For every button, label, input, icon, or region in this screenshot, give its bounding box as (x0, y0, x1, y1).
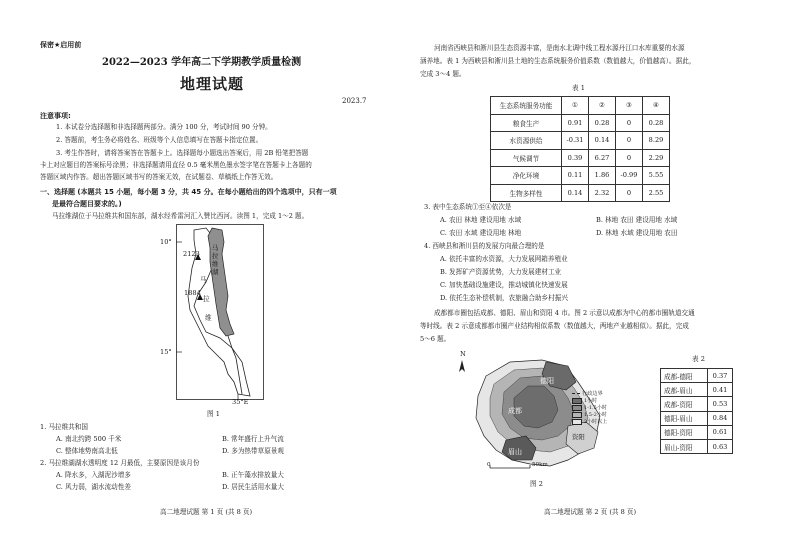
legend-label: 1小时 (584, 398, 598, 404)
note-line: 1. 本试卷分选择题和非选择题两部分。满分 100 分，考试时间 90 分钟。 (56, 123, 272, 131)
country-label: 维 (205, 314, 212, 322)
section-heading: 一、选择题 (本题共 15 小题，每小题 3 分，共 45 分。在每小题给出的四个选项中，只有一项 (40, 188, 337, 196)
table-row (491, 149, 670, 167)
legend-swatch (572, 393, 580, 394)
q4-option-b[interactable]: B. 发挥矿产资源优势，大力发展建材工业 (440, 268, 562, 276)
figure-caption: 图 1 (207, 410, 220, 418)
q3-option-c[interactable]: C. 农田 水域 建设用地 林地 (440, 229, 522, 237)
city-label: 成都 (508, 407, 522, 415)
q3-option-a[interactable]: A. 农田 林地 建设用地 水域 (440, 216, 522, 224)
lat-label-bottom: 15° (160, 348, 172, 356)
q2-option-a[interactable]: A. 降水多，入湖泥沙增多 (56, 471, 131, 479)
table-header-cell: ④ (643, 97, 670, 115)
map-legend (572, 389, 618, 425)
note-line: 答题区域内作答。超出答题区域书写的答案无效，在试题卷、草稿纸上作答无效。 (40, 173, 278, 181)
lon-label: 35°E (232, 398, 249, 406)
north-arrow-icon (459, 360, 465, 372)
page-footer-left: 高二地理试题 第 1 页 (共 8 页) (160, 508, 253, 516)
table-cell: 0 (616, 132, 643, 150)
table-cell: 5.55 (643, 167, 670, 185)
table-cell: 粮食生产 (491, 114, 562, 132)
table-2 (660, 368, 733, 454)
table-cell: 2.55 (643, 184, 670, 202)
table-row (661, 397, 733, 411)
table-cell: 生物多样性 (491, 184, 562, 202)
q4-option-a[interactable]: A. 依托丰富的水资源，大力发展网箱养殖业 (440, 255, 568, 263)
notes-heading: 注意事项: (40, 112, 71, 120)
intro2-line: 成都都市圈包括成都、德阳、眉山和资阳 4 市。图 2 示意以成都为中心的都市圈轨道交通 (434, 309, 695, 317)
q2-option-b[interactable]: B. 正午藻水排放量大 (222, 471, 284, 479)
question-4-stem: 4. 西峡县和淅川县的发展方向最合理的是 (424, 242, 545, 250)
table-cell: 气候调节 (491, 149, 562, 167)
table-2-caption: 表 2 (692, 355, 705, 363)
table-cell: 0.41 (708, 383, 733, 397)
city-label: 资阳 (572, 433, 585, 441)
table-cell: 成都-眉山 (661, 383, 708, 397)
legend-label: 2小时以上 (584, 419, 608, 425)
table-header-cell: 生态系统服务功能 (491, 97, 562, 115)
table-row (661, 411, 733, 425)
table-cell: 成都-德阳 (661, 369, 708, 383)
table-cell: 0.28 (643, 114, 670, 132)
intro-line: 河南省西峡县和淅川县生态资源丰富，是南水北调中线工程水源丹江口水库重要的水源 (434, 44, 685, 52)
table-cell: 0.37 (708, 369, 733, 383)
table-cell: 2.29 (643, 149, 670, 167)
table-row (491, 184, 670, 202)
city-label: 眉山 (508, 448, 522, 456)
table-row (491, 167, 670, 185)
scale-label: 50km (532, 462, 548, 468)
table-cell: 0 (616, 149, 643, 167)
table-cell: 1.86 (589, 167, 616, 185)
page-footer-right: 高二地理试题 第 2 页 (共 8 页) (544, 508, 637, 516)
table-cell: 水资源供给 (491, 132, 562, 150)
table-row (661, 439, 733, 453)
table-cell: 0 (616, 114, 643, 132)
table-row (661, 425, 733, 439)
table-cell: 0.91 (562, 114, 589, 132)
table-cell: 成都-资阳 (661, 397, 708, 411)
table-cell: 0.14 (589, 132, 616, 150)
table-cell: 0.53 (708, 397, 733, 411)
q4-option-c[interactable]: C. 加快基础设施建设，推动城镇化快速发展 (440, 281, 568, 289)
table-cell: 0.61 (708, 425, 733, 439)
legend-swatch (572, 405, 582, 411)
table-1 (490, 96, 670, 202)
legend-swatch (572, 419, 582, 425)
table-header-row (491, 97, 670, 115)
table-cell: 净化环境 (491, 167, 562, 185)
table-1-caption: 表 1 (572, 84, 585, 92)
table-cell: 德阳-眉山 (661, 411, 708, 425)
table-cell: -0.99 (616, 167, 643, 185)
table-cell: 0.14 (562, 184, 589, 202)
figure-2-caption: 图 2 (530, 480, 543, 488)
lat-label-top: 10° (160, 238, 172, 246)
table-cell: 8.29 (643, 132, 670, 150)
subject-title: 地理试题 (180, 75, 245, 93)
lake-label: 马拉维湖 (212, 244, 219, 276)
north-label: N (460, 350, 466, 358)
table-cell: 0.11 (562, 167, 589, 185)
legend-swatch (572, 398, 582, 404)
intro-line: 涵养地。表 1 为西峡县和淅川县土地的生态系统服务价值系数（数值越大，价值越高）。据此， (420, 57, 696, 65)
q3-option-d[interactable]: D. 林地 水域 建设用地 农田 (596, 229, 678, 237)
table-row (661, 369, 733, 383)
q2-option-c[interactable]: C. 风力弱，湖水流动性差 (56, 483, 131, 491)
question-1-stem: 1. 马拉维共和国 (40, 423, 88, 431)
q1-option-d[interactable]: D. 多为热带草原景观 (222, 447, 284, 455)
table-cell: 0.84 (708, 411, 733, 425)
legend-label: 1-1.5小时 (584, 405, 607, 411)
legend-label: 1.5-2小时 (584, 412, 607, 418)
q2-option-d[interactable]: D. 居民生活用水量大 (222, 483, 284, 491)
question-3-stem: 3. 表中生态系统①至④依次是 (424, 203, 512, 211)
legend-swatch (572, 412, 582, 418)
peak-elevation: 2123 (183, 250, 200, 258)
country-label: 拉 (203, 295, 210, 303)
table-header-cell: ① (562, 97, 589, 115)
scale-zero: 0 (487, 462, 491, 468)
country-label: 马 (200, 276, 207, 284)
legend-label: 行政边界 (582, 390, 603, 397)
q1-option-b[interactable]: B. 常年盛行上升气流 (222, 435, 284, 443)
table-row (491, 114, 670, 132)
exam-title: 2022—2023 学年高二下学期教学质量检测 (102, 57, 302, 68)
table-cell: 0.28 (589, 114, 616, 132)
intro-line: 完成 3～4 题。 (420, 70, 466, 78)
table-row (661, 383, 733, 397)
intro2-line: 5～6 题。 (420, 335, 451, 343)
table-cell: 2.32 (589, 184, 616, 202)
table-cell: 眉山-资阳 (661, 439, 708, 453)
city-label: 德阳 (540, 377, 554, 385)
table-header-cell: ② (589, 97, 616, 115)
peak-elevation: 1884 (184, 289, 201, 297)
intro2-line: 等时线。表 2 示意成都都市圈产业结构相似系数（数值越大，两地产业越相似）。据此，完成 (420, 322, 689, 330)
q4-option-d[interactable]: D. 依托生态补偿机制，农旅融合助乡村振兴 (440, 294, 568, 302)
table-cell: 0.63 (708, 439, 733, 453)
question-intro: 马拉维湖位于马拉维共和国东部，湖水经希雷河汇入赞比西河。读图 1，完成 1～2 题。 (52, 212, 309, 220)
section-heading-cont: 是最符合题目要求的。) (52, 200, 122, 208)
q1-option-a[interactable]: A. 南北约跨 500 千米 (56, 435, 122, 443)
note-line: 卡上对应题目的答案标号涂黑；非选择题请用直径 0.5 毫米黑色墨水签字笔在答题卡上各题的 (40, 161, 312, 169)
table-row (491, 132, 670, 150)
q1-option-c[interactable]: C. 整体地势南高北低 (56, 447, 118, 455)
table-cell: -0.31 (562, 132, 589, 150)
table-cell: 德阳-资阳 (661, 425, 708, 439)
table-header-cell: ③ (616, 97, 643, 115)
table-cell: 6.27 (589, 149, 616, 167)
exam-date: 2023.7 (342, 97, 367, 105)
question-2-stem: 2. 马拉维湖湖水透明度 12 月最低，主要原因是该月份 (40, 459, 200, 467)
note-line: 2. 答题前，考生务必将姓名、班级等个人信息填写在答题卡指定位置。 (56, 136, 263, 144)
table-cell: 0 (616, 184, 643, 202)
note-line: 3. 考生作答时，请将答案答在答题卡上。选择题每小题选出答案后，用 2B 铅笔把答题 (56, 149, 309, 157)
table-cell: 0.39 (562, 149, 589, 167)
q3-option-b[interactable]: B. 林地 农田 建设用地 水域 (596, 216, 678, 224)
secret-label: 保密★启用前 (40, 41, 82, 49)
